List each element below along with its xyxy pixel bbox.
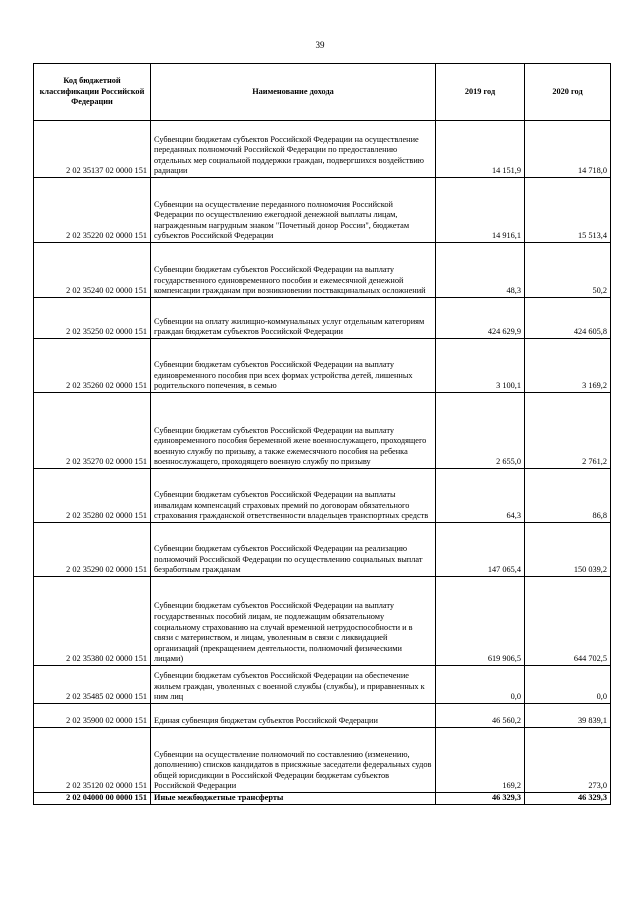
row-code: 2 02 35280 02 0000 151: [34, 469, 151, 523]
row-code: 2 02 35137 02 0000 151: [34, 121, 151, 178]
row-name: Субвенции на осуществление переданного полномочия Российской Федерации по осуществлению ежегодной денежной выплаты лицам, награжденным нагрудным знаком "Почетный донор России", бюджетам субъектов Российской Федерации: [151, 178, 436, 243]
row-code: 2 02 35250 02 0000 151: [34, 298, 151, 339]
row-2020: 644 702,5: [525, 577, 611, 666]
table-row: [34, 469, 611, 523]
row-name: Субвенции бюджетам субъектов Российской Федерации на выплату единовременного пособия при всех формах устройства детей, лишенных родительского попечения, в семью: [151, 339, 436, 393]
row-2019: 46 329,3: [436, 793, 525, 805]
row-code: 2 02 04000 00 0000 151: [34, 793, 151, 805]
row-name: Субвенции бюджетам субъектов Российской Федерации на реализацию полномочий Российской Федерации по осуществлению социальных выплат безработным гражданам: [151, 523, 436, 577]
page-number: 39: [315, 40, 325, 50]
row-name: Субвенции бюджетам субъектов Российской Федерации на выплаты инвалидам компенсаций страховых премий по договорам обязательного страхования гражданской ответственности владельцев транспортных средств: [151, 469, 436, 523]
row-2019: 2 655,0: [436, 393, 525, 469]
row-2019: 48,3: [436, 243, 525, 298]
table-row: [34, 666, 611, 704]
row-code: 2 02 35260 02 0000 151: [34, 339, 151, 393]
row-code: 2 02 35120 02 0000 151: [34, 728, 151, 793]
table-row-total: [34, 793, 611, 805]
row-2019: 46 560,2: [436, 704, 525, 728]
row-2020: 2 761,2: [525, 393, 611, 469]
row-name: Субвенции бюджетам субъектов Российской Федерации на обеспечение жильем граждан, уволенных с военной службы (службы), и приравненных к ним лиц: [151, 666, 436, 704]
row-code: 2 02 35270 02 0000 151: [34, 393, 151, 469]
row-2020: 46 329,3: [525, 793, 611, 805]
row-name: Субвенции бюджетам субъектов Российской Федерации на выплату государственного единовременного пособия и ежемесячной денежной компенсации гражданам при возникновении поствакцинальных осложнений: [151, 243, 436, 298]
table-row: [34, 178, 611, 243]
table-row: [34, 704, 611, 728]
row-2019: 0,0: [436, 666, 525, 704]
row-name: Субвенции на осуществление полномочий по составлению (изменению, дополнению) списков кандидатов в присяжные заседатели федеральных судов общей юрисдикции в Российской Федерации бюджетам субъектов Российской Федерации: [151, 728, 436, 793]
row-code: 2 02 35220 02 0000 151: [34, 178, 151, 243]
table-row: [34, 298, 611, 339]
row-2020: 50,2: [525, 243, 611, 298]
table-row: [34, 393, 611, 469]
row-2019: 64,3: [436, 469, 525, 523]
row-code: 2 02 35380 02 0000 151: [34, 577, 151, 666]
row-2020: 150 039,2: [525, 523, 611, 577]
row-name: Субвенции бюджетам субъектов Российской Федерации на выплату единовременного пособия беременной жене военнослужащего, проходящего военную службу по призыву, а также ежемесячного пособия на ребенка военнослужащего, проходящего военную службу по призыву: [151, 393, 436, 469]
row-2019: 169,2: [436, 728, 525, 793]
table-row: [34, 243, 611, 298]
row-name: Единая субвенция бюджетам субъектов Российской Федерации: [151, 704, 436, 728]
table-row: [34, 577, 611, 666]
header-2019: 2019 год: [436, 64, 525, 121]
row-2020: 424 605,8: [525, 298, 611, 339]
header-code: Код бюджетной классификации Российской Федерации: [34, 64, 151, 121]
row-code: 2 02 35240 02 0000 151: [34, 243, 151, 298]
table-row: [34, 728, 611, 793]
row-code: 2 02 35290 02 0000 151: [34, 523, 151, 577]
row-2019: 14 916,1: [436, 178, 525, 243]
row-name: Субвенции на оплату жилищно-коммунальных услуг отдельным категориям граждан бюджетам субъектов Российской Федерации: [151, 298, 436, 339]
row-2020: 14 718,0: [525, 121, 611, 178]
table-row: [34, 523, 611, 577]
row-name: Субвенции бюджетам субъектов Российской Федерации на выплату государственных пособий лицам, не подлежащим обязательному социальному страхованию на случай временной нетрудоспособности и в связи с материнством, и лицам, уволенным в связи с ликвидацией организаций (прекращением деятельности, полномочий физическими лицами): [151, 577, 436, 666]
row-2019: 14 151,9: [436, 121, 525, 178]
row-2019: 424 629,9: [436, 298, 525, 339]
row-name: Иные межбюджетные трансферты: [151, 793, 436, 805]
row-2020: 3 169,2: [525, 339, 611, 393]
row-name: Субвенции бюджетам субъектов Российской Федерации на осуществление переданных полномочий Российской Федерации по предоставлению отдельных мер социальной поддержки граждан, подвергшихся воздействию радиации: [151, 121, 436, 178]
row-2019: 3 100,1: [436, 339, 525, 393]
table-row: [34, 339, 611, 393]
header-name: Наименование дохода: [151, 64, 436, 121]
row-2020: 15 513,4: [525, 178, 611, 243]
header-2020: 2020 год: [525, 64, 611, 121]
table-header-row: [34, 64, 611, 121]
row-2020: 39 839,1: [525, 704, 611, 728]
row-code: 2 02 35900 02 0000 151: [34, 704, 151, 728]
row-2019: 619 906,5: [436, 577, 525, 666]
row-2020: 0,0: [525, 666, 611, 704]
row-2019: 147 065,4: [436, 523, 525, 577]
row-code: 2 02 35485 02 0000 151: [34, 666, 151, 704]
row-2020: 273,0: [525, 728, 611, 793]
budget-table: [33, 63, 611, 805]
row-2020: 86,8: [525, 469, 611, 523]
table-row: [34, 121, 611, 178]
